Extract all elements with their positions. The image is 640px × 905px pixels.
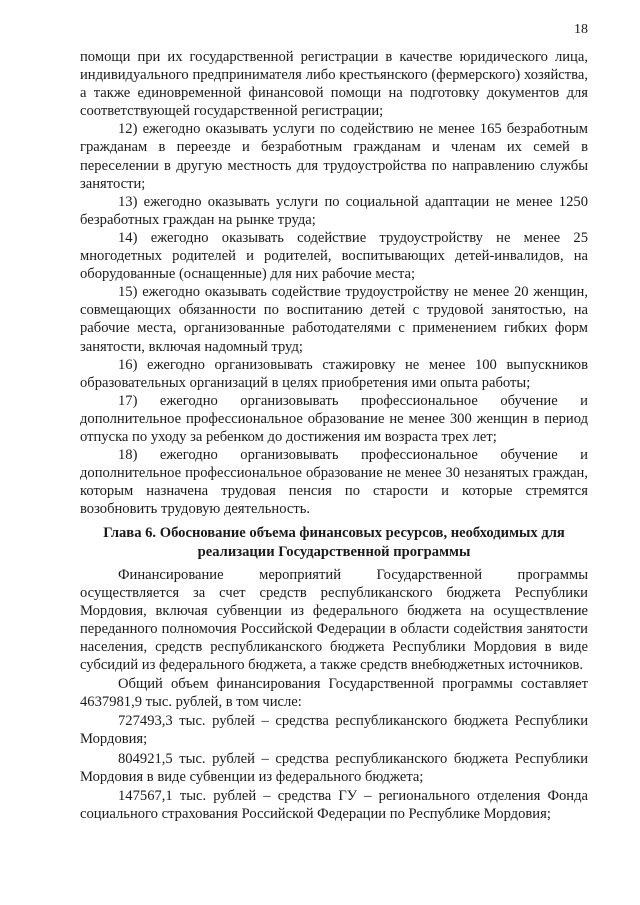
financing-item-social-insurance: 147567,1 тыс. рублей – средства ГУ – регионального отделения Фонда социального страхования Российской Федерации по Республике Мордовия;	[80, 787, 588, 822]
page-number: 18	[574, 22, 588, 37]
list-item-15: 15) ежегодно оказывать содействие трудоустройству не менее 20 женщин, совмещающих обязанности по воспитанию детей с трудовой занятостью, на рабочие места, организованные работодателями с применением гибких форм занятости, включая надомный труд;	[80, 284, 588, 355]
total-financing-paragraph: Общий объем финансирования Государственной программы составляет 4637981,9 тыс. рублей, в том числе:	[80, 676, 588, 711]
financing-item-republican-budget: 727493,3 тыс. рублей – средства республиканского бюджета Республики Мордовия;	[80, 713, 588, 748]
list-item-18: 18) ежегодно организовывать профессиональное обучение и дополнительное профессиональное образование не менее 30 незанятых граждан, которым назначена трудовая пенсия по старости и которые стремятся возобновить трудовую деятельность.	[80, 447, 588, 518]
chapter-heading: Глава 6. Обоснование объема финансовых ресурсов, необходимых для реализации Государственной программы	[103, 525, 565, 560]
financing-item-subvention: 804921,5 тыс. рублей – средства республиканского бюджета Республики Мордовия в виде субвенции из федерального бюджета;	[80, 750, 588, 785]
list-item-16: 16) ежегодно организовывать стажировку не менее 100 выпускников образовательных организаций в целях приобретения ими опыта работы;	[80, 356, 588, 391]
document-body	[80, 48, 588, 823]
paragraph-continuation: помощи при их государственной регистрации в качестве юридического лица, индивидуального предпринимателя либо крестьянского (фермерского) хозяйства, а также единовременной финансовой помощи на подготовку документов для соответствующей государственной регистрации;	[80, 49, 588, 120]
list-item-14: 14) ежегодно оказывать содействие трудоустройству не менее 25 многодетных родителей и родителей, воспитывающих детей-инвалидов, на оборудованные (оснащенные) для них рабочие места;	[80, 229, 588, 283]
list-item-13: 13) ежегодно оказывать услуги по социальной адаптации не менее 1250 безработных граждан на рынке труда;	[80, 193, 588, 228]
list-item-17: 17) ежегодно организовывать профессиональное обучение и дополнительное профессиональное образование не менее 300 женщин в период отпуска по уходу за ребенком до достижения им возраста трех лет;	[80, 392, 588, 445]
financing-paragraph: Финансирование мероприятий Государственной программы осуществляется за счет средств республиканского бюджета Республики Мордовия, включая субвенции из федерального бюджета на осуществление переданного полномочия Российской Федерации в области содействия занятости населения, средств республиканского бюджета Республики Мордовия в виде субсидий из федерального бюджета, а также средств внебюджетных источников.	[80, 566, 588, 674]
list-item-12: 12) ежегодно оказывать услуги по содействию не менее 165 безработным гражданам в переезде и безработным гражданам и членам их семей в переселении в другую местность для трудоустройства по направлению службы занятости;	[80, 121, 588, 192]
